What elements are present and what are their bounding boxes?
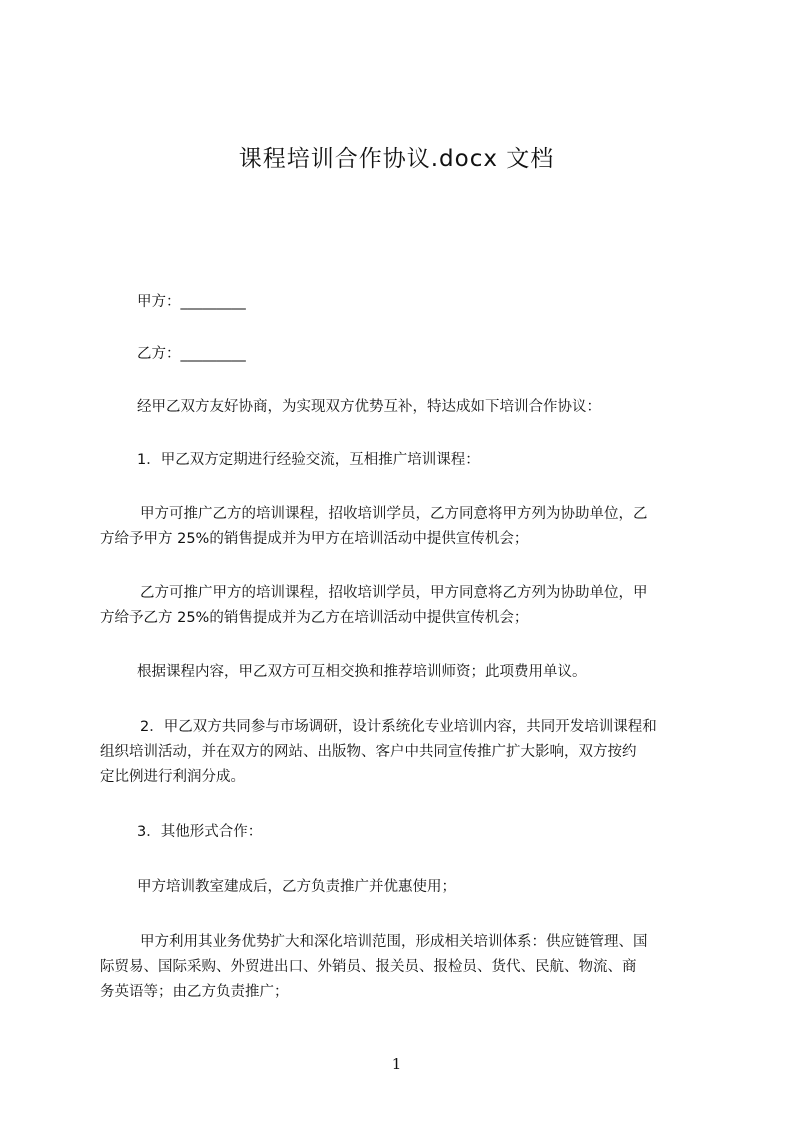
party-a-line: 甲方：_________ xyxy=(137,294,246,310)
clause-1-paragraph-3: 根据课程内容，甲乙双方可互相交换和推荐培训师资；此项费用单议。 xyxy=(137,664,587,680)
page-number: 1 xyxy=(391,1055,402,1073)
clause-1-heading: 1．甲乙双方定期进行经验交流，互相推广培训课程： xyxy=(137,452,480,468)
clause-2-line-1: 2．甲乙双方共同参与市场调研，设计系统化专业培训内容，共同开发培训课程和 xyxy=(140,719,657,735)
clause-3-paragraph-2 xyxy=(100,930,648,1005)
clause-2-paragraph xyxy=(100,715,657,790)
document-title: 课程培训合作协议.docx 文档 xyxy=(238,146,555,172)
clause-1-paragraph-2-line-1: 乙方可推广甲方的培训课程，招收培训学员，甲方同意将乙方列为协助单位，甲 xyxy=(140,585,648,601)
clause-3-paragraph-2-line-2: 际贸易、国际采购、外贸进出口、外销员、报关员、报检员、货代、民航、物流、商 xyxy=(100,959,637,975)
clause-3-paragraph-2-line-1: 甲方利用其业务优势扩大和深化培训范围，形成相关培训体系：供应链管理、国 xyxy=(140,934,648,950)
party-b-line: 乙方：_________ xyxy=(137,346,246,362)
intro-paragraph: 经甲乙双方友好协商，为实现双方优势互补，特达成如下培训合作协议： xyxy=(137,399,601,415)
clause-3-paragraph-2-line-3: 务英语等；由乙方负责推广； xyxy=(100,984,289,1000)
clause-2-line-2: 组织培训活动，并在双方的网站、出版物、客户中共同宣传推广扩大影响，双方按约 xyxy=(100,744,637,760)
clause-3-heading: 3．其他形式合作： xyxy=(137,824,263,840)
clause-1-paragraph-1-line-2: 方给予甲方 25%的销售提成并为甲方在培训活动中提供宣传机会； xyxy=(100,531,529,547)
clause-2-line-3: 定比例进行利润分成。 xyxy=(100,769,245,785)
clause-1-paragraph-1 xyxy=(100,502,648,552)
clause-1-paragraph-1-line-1: 甲方可推广乙方的培训课程，招收培训学员，乙方同意将甲方列为协助单位，乙 xyxy=(140,506,648,522)
clause-1-paragraph-2 xyxy=(100,581,648,631)
clause-1-paragraph-2-line-2: 方给予乙方 25%的销售提成并为乙方在培训活动中提供宣传机会； xyxy=(100,610,529,626)
clause-3-paragraph-1: 甲方培训教室建成后，乙方负责推广并优惠使用； xyxy=(137,879,456,895)
